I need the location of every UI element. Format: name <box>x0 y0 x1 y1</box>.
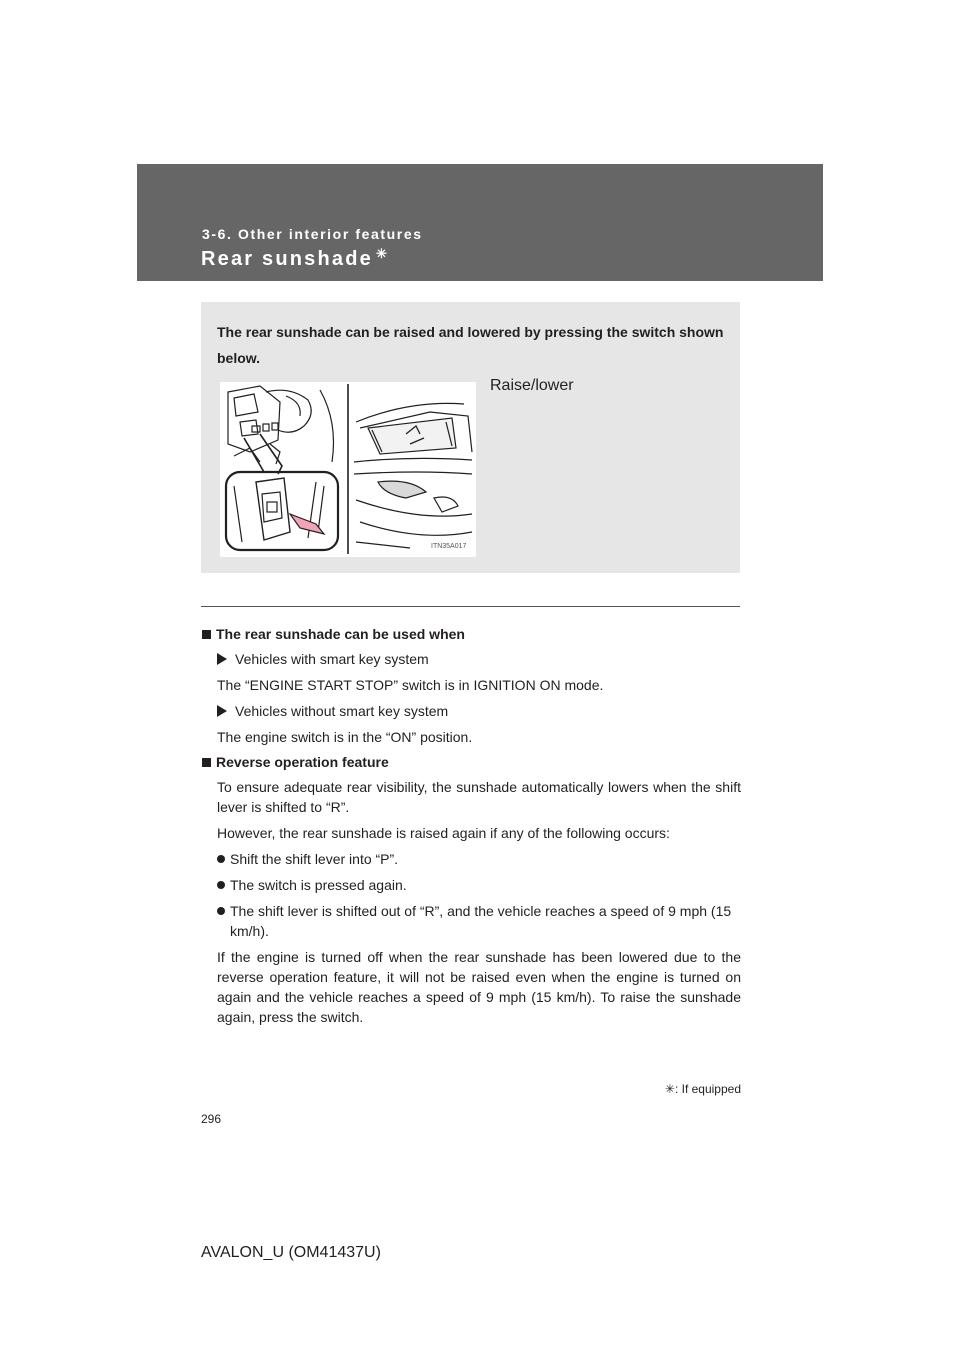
divider <box>201 606 740 607</box>
notes-section <box>201 624 741 1027</box>
reverse-paragraph-2: However, the rear sunshade is raised again if any of the following occurs: <box>217 825 670 841</box>
bullet-dot-icon <box>217 881 225 889</box>
smart-key-label-text: Vehicles with smart key system <box>235 651 429 667</box>
reverse-heading-text: Reverse operation feature <box>216 754 389 770</box>
list-item <box>217 901 741 941</box>
reverse-paragraph-1: To ensure adequate rear visibility, the sunshade automatically lowers when the shift lever is shifted to “R”. <box>217 779 741 815</box>
page-title <box>201 248 389 271</box>
use-heading <box>201 624 741 644</box>
no-smart-key-label <box>217 701 741 721</box>
section-label: 3-6. Other interior features <box>202 226 423 242</box>
no-smart-key-text: The engine switch is in the “ON” position. <box>217 729 473 745</box>
raise-lower-label: Raise/lower <box>490 377 574 394</box>
sunshade-illustration-drawing <box>220 382 476 557</box>
use-heading-text: The rear sunshade can be used when <box>216 626 465 642</box>
list-item <box>217 875 741 895</box>
footnote-text: : If equipped <box>674 1082 741 1096</box>
square-bullet-icon <box>202 758 211 767</box>
page-number: 296 <box>201 1112 222 1126</box>
chapter-header <box>137 164 823 281</box>
no-smart-key-label-text: Vehicles without smart key system <box>235 703 449 719</box>
triangle-bullet-icon <box>217 653 227 665</box>
footnote <box>665 1082 741 1096</box>
triangle-bullet-icon <box>217 705 227 717</box>
intro-text: The rear sunshade can be raised and lowered by pressing the switch shown below. <box>217 324 724 366</box>
asterisk-icon: ✳ <box>664 1082 675 1096</box>
smart-key-label <box>217 649 741 669</box>
list-item-text: Shift the shift lever into “P”. <box>230 851 399 867</box>
asterisk-icon: ✳ <box>376 246 390 261</box>
square-bullet-icon <box>202 630 211 639</box>
document-id: AVALON_U (OM41437U) <box>201 1244 381 1261</box>
intro-box <box>201 302 740 573</box>
sunshade-illustration <box>220 382 476 557</box>
bullet-dot-icon <box>217 907 225 915</box>
reverse-heading <box>201 752 741 772</box>
bullet-dot-icon <box>217 855 225 863</box>
figure-id: ITN35A017 <box>431 543 467 550</box>
list-item <box>217 849 741 869</box>
reverse-paragraph-3: If the engine is turned off when the rear sunshade has been lowered due to the reverse operation feature, it will not be raised even when the engine is turned on again and the vehicle reaches a speed of 9 mph (15 km/h). To raise the sunshade again, press the switch. <box>217 949 741 1025</box>
smart-key-text: The “ENGINE START STOP” switch is in IGNITION ON mode. <box>217 677 604 693</box>
list-item-text: The shift lever is shifted out of “R”, and the vehicle reaches a speed of 9 mph (15 km/h). <box>230 903 732 939</box>
page-title-text: Rear sunshade <box>201 248 373 270</box>
list-item-text: The switch is pressed again. <box>230 877 407 893</box>
